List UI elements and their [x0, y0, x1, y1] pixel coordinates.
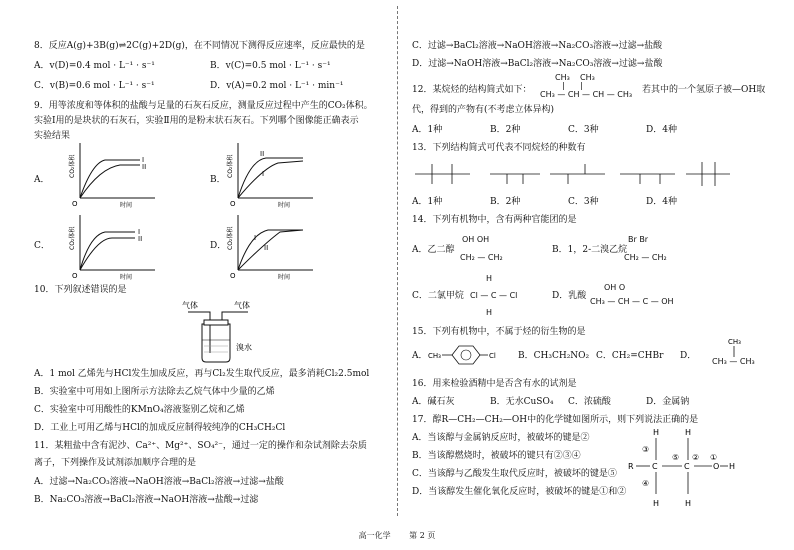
- q8-stem: 8．反应A(g)+3B(g)⇌2C(g)+2D(g)，在不同情况下测得反应速率，反应最快的是: [34, 41, 365, 51]
- q17-c-left: C: [652, 462, 658, 471]
- q8-option-d[interactable]: D．v(A)=0.2 mol · L⁻¹ · min⁻¹: [210, 81, 344, 91]
- q9a-xlabel: 时间: [120, 202, 133, 209]
- q9a-curve-label-2: II: [142, 163, 147, 171]
- q17-h-bottom-right: H: [685, 499, 692, 508]
- q14-option-d[interactable]: D．乳酸: [552, 291, 587, 301]
- q13-option-a[interactable]: A．1种: [412, 197, 443, 207]
- q17-h-top-left: H: [653, 428, 660, 437]
- q14-d-struct: CH₃ — CH — C — OH: [590, 297, 674, 306]
- q17-bond-3: ③: [642, 445, 650, 454]
- q17-bond-1: ①: [710, 453, 718, 462]
- q16-option-c[interactable]: C．浓硫酸: [568, 397, 611, 407]
- footer-subject: 高一化学: [358, 531, 391, 540]
- q12-option-c[interactable]: C．3种: [568, 125, 599, 135]
- q17-h-top-right: H: [685, 428, 692, 437]
- q15-a-cl: Cl: [489, 352, 496, 360]
- q17-r: R: [628, 462, 634, 471]
- q9d-curve-label-2: II: [264, 244, 269, 252]
- q10-option-c[interactable]: C．实验室中可用酸性的KMnO₄溶液鉴别乙烷和乙烯: [34, 405, 245, 415]
- q9-graph-d: [218, 210, 318, 282]
- q17-option-a[interactable]: A．当该醇与金属钠反应时，被破坏的键是②: [412, 433, 590, 443]
- q11-stem-line1: 11．某粗盐中含有泥沙、Ca²⁺、Mg²⁺、SO₄²⁻，通过一定的操作和杂试剂除去杂质: [34, 441, 367, 451]
- q9-graph-b: [218, 138, 318, 210]
- column-divider: [397, 6, 399, 516]
- q17-h-bottom-left: H: [653, 499, 660, 508]
- q15-a-ch3: CH₃: [428, 352, 441, 360]
- q9d-ylabel: CO₂体积: [227, 226, 234, 250]
- q11-option-b[interactable]: B．Na₂CO₃溶液→BaCl₂溶液→NaOH溶液→盐酸→过滤: [34, 495, 259, 505]
- q16-stem: 16．用来检验酒精中是否含有水的试剂是: [412, 379, 577, 389]
- q9-stem-line3: 实验结果: [34, 131, 71, 141]
- q12-option-a[interactable]: A．1种: [412, 125, 443, 135]
- q8-option-b[interactable]: B．v(C)=0.5 mol · L⁻¹ · s⁻¹: [210, 61, 331, 71]
- q9-stem-line2: 实验Ⅰ用的是块状的石灰石，实验Ⅱ用的是粉末状石灰石。下列哪个图像能正确表示: [34, 116, 359, 126]
- q14-b-struct: CH₂ — CH₂: [624, 253, 667, 262]
- q12-stem-a: 12．某烷烃的结构简式如下：: [412, 85, 532, 95]
- q13-option-d[interactable]: D．4种: [646, 197, 677, 207]
- q14-option-b[interactable]: B．1，2-二溴乙烷: [552, 245, 628, 255]
- q12-ch3-left: CH₃: [555, 73, 570, 82]
- q12-ch3-right: CH₃: [580, 73, 595, 82]
- q14-a-struct: CH₂ — CH₂: [460, 253, 503, 262]
- q9-stem-line1: 9．用等浓度和等体积的盐酸与足量的石灰石反应，测量反应过程中产生的CO₂体积。: [34, 101, 373, 111]
- q14-option-c[interactable]: C．二氯甲烷: [412, 291, 464, 301]
- q14-option-a[interactable]: A．乙二醇: [412, 245, 455, 255]
- q9b-curve-label-1: I: [262, 170, 265, 178]
- q10-option-a[interactable]: A．1 mol 乙烯先与HCl发生加成反应，再与Cl₂发生取代反应，最多消耗Cl₂2.5mol: [34, 369, 370, 379]
- q9b-curve-label-2: II: [260, 150, 265, 158]
- q9d-curve-label-1: I: [254, 234, 257, 242]
- q17-option-d[interactable]: D．当该醇发生催化氧化反应时，被破坏的键是①和②: [412, 487, 627, 497]
- q16-option-b[interactable]: B．无水CuSO₄: [490, 397, 554, 407]
- q12-bond-marks: | |: [562, 81, 583, 90]
- q11-stem-line2: 离子，下列操作及试剂添加顺序合理的是: [34, 458, 197, 468]
- q17-stem: 17．醇R—CH₂—CH₂—OH中的化学键如图所示，则下列说法正确的是: [412, 415, 699, 425]
- q11-option-a[interactable]: A．过滤→Na₂CO₃溶液→NaOH溶液→BaCl₂溶液→过滤→盐酸: [34, 477, 284, 487]
- q17-h-right: H: [729, 462, 736, 471]
- q17-bond-2: ②: [692, 453, 700, 462]
- q10-gas-in-label: 气体: [182, 301, 198, 310]
- q17-bond-5: ⑤: [672, 453, 680, 462]
- q15-a-chlorotoluene: [428, 343, 503, 367]
- q14-b-struct-top: Br Br: [628, 235, 649, 244]
- q9-option-a[interactable]: A．: [34, 175, 50, 185]
- q9c-ylabel: CO₂体积: [69, 226, 76, 250]
- q16-option-d[interactable]: D．金属钠: [646, 397, 690, 407]
- q12-stem-line2: 代，得到的产物有(不考虑立体异构): [412, 105, 555, 115]
- q12-option-b[interactable]: B．2种: [490, 125, 521, 135]
- q9a-origin: O: [72, 200, 78, 208]
- q17-bond-diagram: [628, 424, 738, 516]
- q16-option-a[interactable]: A．碱石灰: [412, 397, 455, 407]
- q9-graph-c: [60, 210, 160, 282]
- q9d-xlabel: 时间: [278, 274, 291, 281]
- q9d-origin: O: [230, 272, 236, 280]
- q10-gas-out-label: 气体: [234, 301, 250, 310]
- q14-stem: 14．下列有机物中，含有两种官能团的是: [412, 215, 577, 225]
- q17-c-right: C: [684, 462, 690, 471]
- q14-a-struct-top: OH OH: [462, 235, 490, 244]
- svg-text:CH₃: CH₃: [728, 338, 741, 346]
- q15-d-branch: [720, 336, 750, 358]
- q9-option-b[interactable]: B．: [210, 175, 226, 185]
- q14-d-struct-top: OH O: [604, 283, 626, 292]
- q11-option-d[interactable]: D．过滤→NaOH溶液→BaCl₂溶液→Na₂CO₃溶液→过滤→盐酸: [412, 59, 663, 69]
- q12-stem-b: 若其中的一个氢原子被—OH取: [642, 85, 766, 95]
- q9c-origin: O: [72, 272, 78, 280]
- q14-c-h-top: H: [486, 274, 493, 283]
- q10-option-b[interactable]: B．实验室中可用如上图所示方法除去乙烷气体中少量的乙烯: [34, 387, 275, 397]
- q13-structures: [410, 152, 790, 194]
- q17-option-c[interactable]: C．当该醇与乙酸发生取代反应时，被破坏的键是⑤: [412, 469, 617, 479]
- q10-option-d[interactable]: D．工业上可用乙烯与HCl的加成反应制得较纯净的CH₃CH₂Cl: [34, 423, 286, 433]
- q15-option-c[interactable]: C．CH₂=CHBr: [596, 351, 664, 361]
- q15-option-a[interactable]: A．: [412, 351, 428, 361]
- q13-stem: 13．下列结构简式可代表不同烷烃的种数有: [412, 143, 586, 153]
- footer-page-number: 第 2 页: [409, 531, 436, 540]
- q9-graph-a: [60, 138, 160, 210]
- q17-option-b[interactable]: B．当该醇燃烧时，被破坏的键只有②③④: [412, 451, 581, 461]
- q9b-ylabel: CO₂体积: [227, 154, 234, 178]
- q9a-curve-label-1: I: [142, 156, 145, 164]
- q9c-curve-label-2: II: [138, 235, 143, 243]
- q17-o: O: [713, 462, 720, 471]
- q9a-ylabel: CO₂体积: [69, 154, 76, 178]
- q10-stem: 10．下列叙述错误的是: [34, 285, 127, 295]
- q9c-curve-label-1: I: [138, 228, 141, 236]
- q15-stem: 15．下列有机物中，不属于烃的衍生物的是: [412, 327, 586, 337]
- q10-bromine-water-label: 溴水: [236, 343, 252, 352]
- q8-option-c[interactable]: C．v(B)=0.6 mol · L⁻¹ · s⁻¹: [34, 81, 155, 91]
- q15-option-b[interactable]: B．CH₃CH₂NO₂: [518, 351, 590, 361]
- q8-option-a[interactable]: A．v(D)=0.4 mol · L⁻¹ · s⁻¹: [34, 61, 155, 71]
- q9c-xlabel: 时间: [120, 274, 133, 281]
- q9-option-c[interactable]: C．: [34, 241, 50, 251]
- q9b-xlabel: 时间: [278, 202, 291, 209]
- q14-c-struct: Cl — C — Cl: [470, 291, 518, 300]
- q12-option-d[interactable]: D．4种: [646, 125, 677, 135]
- q10-washing-bottle-diagram: [180, 298, 290, 366]
- q9-option-d[interactable]: D．: [210, 241, 227, 251]
- q15-d-struct: CH₃ — CH₃: [712, 357, 755, 366]
- q12-main-chain: CH₃ — CH — CH — CH₃: [540, 90, 633, 99]
- q15-option-d[interactable]: D．: [680, 351, 697, 361]
- page-footer: [0, 530, 794, 541]
- q17-bond-4: ④: [642, 479, 650, 488]
- q9b-origin: O: [230, 200, 236, 208]
- q14-c-h-bottom: H: [486, 308, 493, 317]
- q13-option-b[interactable]: B．2种: [490, 197, 521, 207]
- q13-option-c[interactable]: C．3种: [568, 197, 599, 207]
- q11-option-c[interactable]: C．过滤→BaCl₂溶液→NaOH溶液→Na₂CO₃溶液→过滤→盐酸: [412, 41, 663, 51]
